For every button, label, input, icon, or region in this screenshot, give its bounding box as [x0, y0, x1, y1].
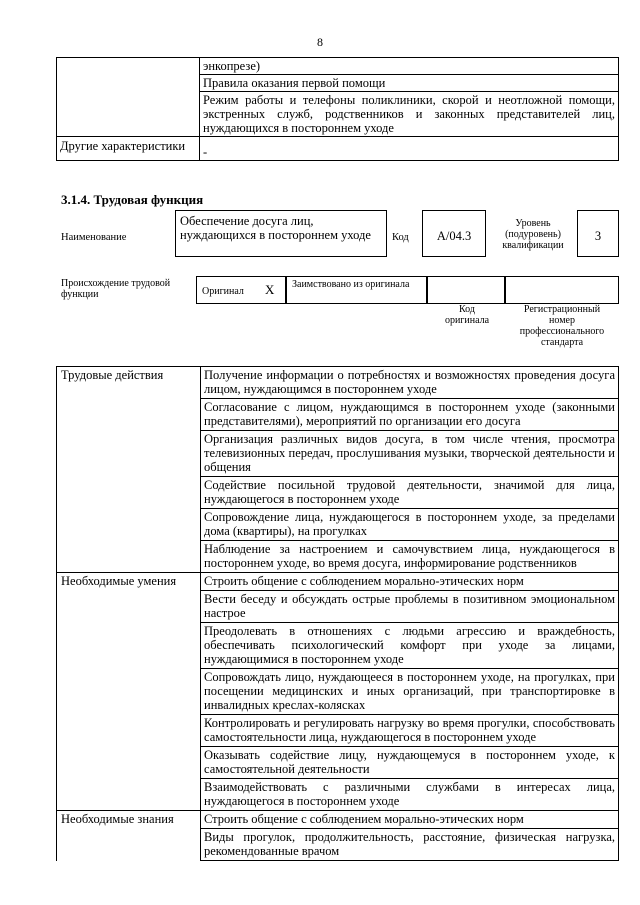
row-label — [57, 92, 200, 137]
table-row — [57, 829, 619, 861]
list-item: Содействие посильной трудовой деятельности, значимой для лица, нуждающегося в постороннем уходе — [201, 477, 619, 509]
list-item: Организация различных видов досуга, в том числе чтения, просмотра телевизионных передач, прослушивания музыки, творческой деятельности и общения — [201, 431, 619, 477]
list-item: Согласование с лицом, нуждающимся в постороннем уходе (законными представителями), мероприятий по организации его досуга — [201, 399, 619, 431]
table-row — [57, 573, 619, 591]
table-row — [57, 591, 619, 623]
group-label-skills: Необходимые умения — [57, 573, 201, 591]
original-label: Оригинал — [202, 286, 244, 297]
level-label: Уровень (подуровень) квалификации — [502, 218, 564, 251]
table-row — [57, 747, 619, 779]
code-box — [422, 210, 486, 257]
table-row — [57, 715, 619, 747]
table-row — [57, 75, 619, 92]
row-value: Режим работы и телефоны поликлиники, скорой и неотложной помощи, экстренных служб, родственников и законных представителей лиц, нуждающихся в постороннем уходе — [200, 92, 619, 137]
table-row — [57, 58, 619, 75]
list-item: Наблюдение за настроением и самочувствием лица, нуждающегося в постороннем уходе, во время досуга, информирование родственников — [201, 541, 619, 573]
table-row — [57, 137, 619, 161]
reg-number-box — [505, 276, 619, 304]
section-title: 3.1.4. Трудовая функция — [61, 192, 204, 207]
list-item: Оказывать содействие лицу, нуждающемуся в постороннем уходе, к самостоятельной деятельности — [201, 747, 619, 779]
list-item: Контролировать и регулировать нагрузку во время прогулки, способствовать самостоятельности лица, нуждающегося в постороннем уходе — [201, 715, 619, 747]
code-label: Код — [392, 232, 409, 243]
code-original-label: Код оригинала — [444, 304, 490, 326]
table-row — [57, 399, 619, 431]
row-value-other: - — [200, 137, 619, 161]
table-row — [57, 541, 619, 573]
list-item: Взаимодействовать с различными службами в интересах лица, нуждающегося в постороннем уходе — [201, 779, 619, 811]
code-original-box — [427, 276, 505, 304]
origin-label: Происхождение трудовой функции — [61, 278, 171, 300]
group-label-knowledge: Необходимые знания — [57, 811, 201, 829]
list-item: Вести беседу и обсуждать острые проблемы в позитивном эмоциональном настрое — [201, 591, 619, 623]
list-item: Получение информации о потребностях и возможностях проведения досуга лицом, нуждающимся в постороннем уходе — [201, 367, 619, 399]
function-name-box — [175, 210, 387, 257]
table-row — [57, 669, 619, 715]
list-item: Сопровождать лицо, нуждающееся в постороннем уходе, на прогулках, при посещении медицинских и иных организаций, при транспортировке в инвалидных креслах-колясках — [201, 669, 619, 715]
borrowed-label: Заимствовано из оригинала — [292, 279, 410, 290]
previous-function-table — [56, 57, 619, 161]
row-value: Правила оказания первой помощи — [200, 75, 619, 92]
row-label — [57, 58, 200, 75]
list-item: Виды прогулок, продолжительность, расстояние, физическая нагрузка, рекомендованные врачом — [201, 829, 619, 861]
level-value: 3 — [594, 229, 602, 243]
page-number: 8 — [317, 35, 323, 49]
level-box — [577, 210, 619, 257]
row-label — [57, 75, 200, 92]
group-label-actions: Трудовые действия — [57, 367, 201, 399]
table-row — [57, 509, 619, 541]
list-item: Преодолевать в отношениях с людьми агрессию и враждебность, обеспечивать психологический комфорт при уходе за лицами, нуждающимися в постороннем уходе — [201, 623, 619, 669]
list-item: Строить общение с соблюдением морально-этических норм — [201, 573, 619, 591]
table-row — [57, 477, 619, 509]
table-row — [57, 779, 619, 811]
table-row — [57, 431, 619, 477]
list-item: Строить общение с соблюдением морально-этических норм — [201, 811, 619, 829]
table-row — [57, 811, 619, 829]
code-value: А/04.3 — [436, 229, 472, 243]
original-mark: X — [265, 282, 275, 297]
reg-number-label: Регистрационный номер профессионального стандарта — [519, 304, 605, 348]
table-row — [57, 623, 619, 669]
row-label-other: Другие характеристики — [57, 137, 200, 161]
function-name-value: Обеспечение досуга лиц, нуждающихся в постороннем уходе — [180, 214, 371, 242]
table-row — [57, 367, 619, 399]
list-item: Сопровождение лица, нуждающегося в постороннем уходе, за пределами дома (квартиры), на прогулках — [201, 509, 619, 541]
row-value: энкопрезе) — [200, 58, 619, 75]
labor-function-table — [56, 366, 619, 861]
table-row — [57, 92, 619, 137]
name-label: Наименование — [61, 232, 127, 243]
